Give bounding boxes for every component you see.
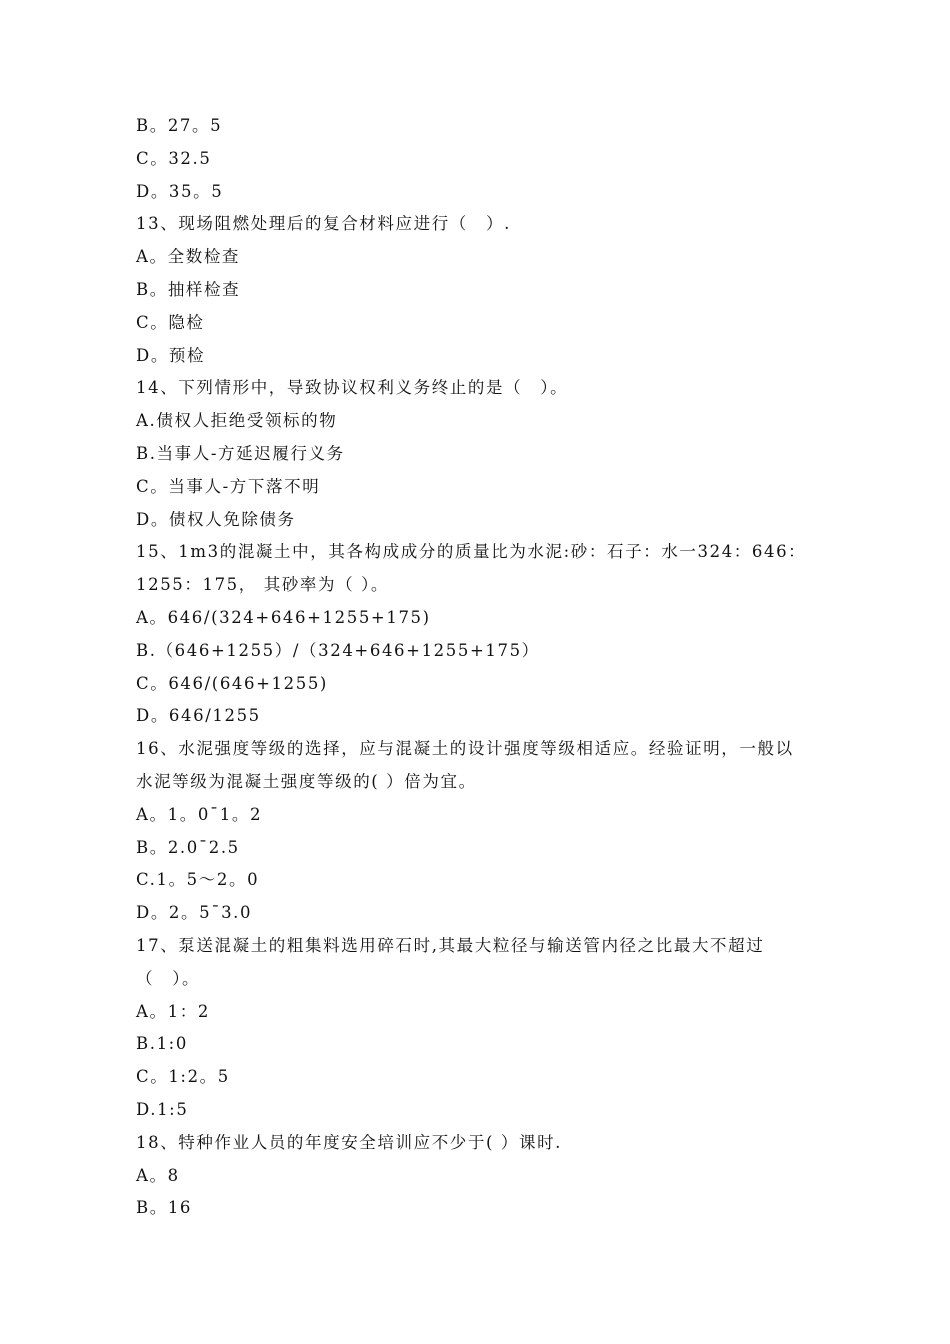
option-b-q14: B.当事人-方延迟履行义务 [136,443,345,463]
option-b-q18: B。16 [136,1198,193,1218]
option-a-q13: A。全数检查 [136,247,241,267]
option-c-q16: C.1。5～2。0 [136,870,260,890]
question-17-line-2: （ ）。 [136,968,201,988]
option-b-q16: B。2.0¯2.5 [136,837,240,857]
question-17-line-1: 17、泵送混凝土的粗集料选用碎石时,其最大粒径与输送管内径之比最大不超过 [136,935,765,955]
option-c-q14: C。当事人-方下落不明 [136,476,321,496]
option-d-q14: D。债权人免除债务 [136,509,296,529]
option-d-q16: D。2。5¯3.0 [136,903,253,923]
option-b-q12: B。27。5 [136,116,223,135]
option-a-q16: A。1。0¯1。2 [136,804,263,824]
question-15-line-1: 15、1m3的混凝土中，其各构成成分的质量比为水泥:砂：石子：水一324：646： [136,542,807,562]
option-c-q12: C。32.5 [136,148,212,168]
option-c-q13: C。隐检 [136,312,205,332]
option-a-q17: A。1：2 [136,1001,210,1021]
question-14: 14、下列情形中，导致协议权利义务终止的是（ ）。 [136,378,569,398]
option-b-q13: B。抽样检查 [136,279,241,299]
option-b-q17: B.1:0 [136,1034,188,1054]
option-c-q17: C。1:2。5 [136,1067,230,1087]
option-b-q15: B.（646+1255）/（324+646+1255+175） [136,640,540,660]
document-body [136,110,836,1225]
question-13: 13、现场阻燃处理后的复合材料应进行（ ）. [136,214,511,234]
question-16-line-1: 16、水泥强度等级的选择，应与混凝土的设计强度等级相适应。经验证明，一般以 [136,739,794,759]
question-15-line-2: 1255：175， 其砂率为（ ）。 [136,575,390,595]
question-18: 18、特种作业人员的年度安全培训应不少于( ）课时. [136,1132,563,1152]
option-a-q15: A。646/(324+646+1255+175) [136,607,431,627]
option-d-q15: D。646/1255 [136,706,261,726]
option-a-q14: A.债权人拒绝受领标的物 [136,411,338,431]
option-d-q12: D。35。5 [136,181,224,201]
question-16-line-2: 水泥等级为混凝土强度等级的( ）倍为宜。 [136,771,477,791]
option-c-q15: C。646/(646+1255) [136,673,328,693]
option-a-q18: A。8 [136,1165,180,1185]
option-d-q13: D。预检 [136,345,206,365]
option-d-q17: D.1:5 [136,1099,189,1119]
